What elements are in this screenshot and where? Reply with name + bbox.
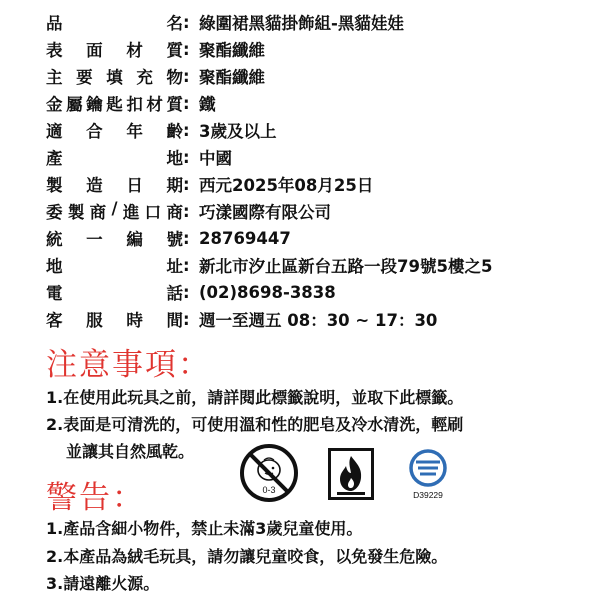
spec-label-char: 材 — [146, 95, 163, 114]
spec-colon: : — [183, 120, 190, 140]
spec-label-char: 質 — [166, 95, 183, 114]
spec-label-char: 產 — [46, 149, 63, 168]
spec-row — [46, 279, 336, 305]
spec-colon: : — [183, 282, 190, 302]
spec-label — [46, 10, 183, 34]
spec-row — [46, 117, 276, 143]
spec-label-char: 間 — [166, 311, 183, 330]
spec-colon: : — [183, 255, 190, 275]
spec-label — [46, 226, 183, 250]
notice-line-3: 並讓其自然風乾。 — [66, 442, 195, 461]
warning-heading: 警告： — [46, 480, 145, 516]
spec-value: 巧漾國際有限公司 — [199, 203, 331, 222]
spec-label-char: 統 — [46, 230, 63, 249]
spec-label — [46, 253, 183, 277]
notice-line-2: 2.表面是可清洗的，可使用溫和性的肥皂及冷水清洗，輕刷 — [46, 415, 464, 434]
warning-line-2: 2.本產品為絨毛玩具，請勿讓兒童咬食，以免發生危險。 — [46, 547, 448, 566]
spec-label-char: 匙 — [106, 95, 123, 114]
spec-label-char: 商 — [166, 203, 183, 222]
spec-label-char: 製 — [46, 176, 63, 195]
spec-label-char: 商 — [89, 203, 107, 222]
spec-value: 3歲及以上 — [199, 122, 277, 141]
spec-label-char: 期 — [166, 176, 183, 195]
spec-row — [46, 90, 216, 116]
spec-label-char: 年 — [126, 122, 143, 141]
spec-label-char: 時 — [126, 311, 143, 330]
spec-label-char: 物 — [166, 68, 183, 87]
spec-label-char: 品 — [46, 14, 63, 33]
spec-label-char: 充 — [136, 68, 153, 87]
spec-label — [46, 280, 183, 304]
spec-value: 綠圍裙黑貓掛飾組-黑貓娃娃 — [199, 14, 404, 33]
spec-label-char: 面 — [86, 41, 103, 60]
spec-row — [46, 36, 265, 62]
spec-label — [46, 145, 183, 169]
spec-colon: : — [183, 174, 190, 194]
notice-heading: 注意事項： — [46, 347, 211, 383]
spec-value: 西元2025年08月25日 — [199, 176, 374, 195]
spec-value: 新北市汐止區新台五路一段79號5樓之5 — [199, 257, 493, 276]
spec-label — [46, 91, 183, 115]
spec-label-char: 地 — [46, 257, 63, 276]
spec-colon: : — [183, 93, 190, 113]
no-under-3-icon — [238, 442, 300, 504]
warning-line-3: 3.請遠離火源。 — [46, 574, 160, 593]
spec-label — [46, 307, 183, 331]
spec-label-char: 名 — [166, 14, 183, 33]
spec-colon: : — [183, 39, 190, 59]
spec-label-char: 要 — [76, 68, 93, 87]
spec-label-char: 屬 — [66, 95, 83, 114]
spec-label-char: 進 — [122, 203, 140, 222]
spec-label — [46, 37, 183, 61]
spec-value: 週一至週五 08：30 ~ 17：30 — [199, 311, 438, 330]
flammable-warning-icon — [328, 448, 374, 500]
spec-row — [46, 171, 373, 197]
certification-code: D39229 — [413, 490, 443, 500]
spec-row — [46, 198, 331, 224]
spec-value: 中國 — [199, 149, 232, 168]
age-range-label: 0-3 — [262, 485, 276, 495]
spec-label-char: 地 — [166, 149, 183, 168]
spec-value: (02)8698-3838 — [199, 282, 336, 302]
spec-value: 28769447 — [199, 228, 291, 248]
warning-line-1: 1.產品含細小物件，禁止未滿3歲兒童使用。 — [46, 519, 363, 538]
spec-value: 聚酯纖維 — [199, 41, 265, 60]
spec-label-char: 電 — [46, 284, 63, 303]
spec-colon: : — [183, 12, 190, 32]
spec-label-char: 客 — [46, 311, 63, 330]
spec-row — [46, 144, 232, 170]
spec-label-char: 扣 — [126, 95, 143, 114]
spec-label-char: 號 — [166, 230, 183, 249]
bsmi-certification-icon — [400, 448, 456, 502]
spec-label-char: 一 — [86, 230, 103, 249]
spec-row — [46, 9, 404, 35]
notice-line-1: 1.在使用此玩具之前，請詳閱此標籤說明，並取下此標籤。 — [46, 388, 464, 407]
spec-label-char: 日 — [126, 176, 143, 195]
spec-row — [46, 225, 291, 251]
spec-label-char: 金 — [46, 95, 63, 114]
spec-colon: : — [183, 147, 190, 167]
spec-label-char: 編 — [126, 230, 143, 249]
spec-colon: : — [183, 228, 190, 248]
spec-label-char: 主 — [46, 68, 63, 87]
spec-colon: : — [183, 66, 190, 86]
spec-label — [46, 172, 183, 196]
spec-label-char: 委 — [46, 203, 63, 222]
spec-label-char: 填 — [106, 68, 123, 87]
spec-label-char: 製 — [67, 203, 85, 222]
spec-value: 聚酯纖維 — [199, 68, 265, 87]
spec-colon: : — [183, 201, 190, 221]
spec-label — [46, 64, 183, 88]
spec-label-char: 質 — [166, 41, 183, 60]
spec-row — [46, 306, 437, 332]
spec-row — [46, 252, 492, 278]
spec-label-char: 話 — [166, 284, 183, 303]
spec-label-char: 址 — [166, 257, 183, 276]
spec-label-char: 造 — [86, 176, 103, 195]
spec-label — [46, 118, 183, 142]
spec-label — [46, 199, 183, 223]
spec-value: 鐵 — [199, 95, 216, 114]
spec-row — [46, 63, 265, 89]
spec-label-char: / — [111, 199, 118, 218]
spec-colon: : — [183, 309, 190, 329]
spec-label-char: 適 — [46, 122, 63, 141]
spec-label-char: 合 — [86, 122, 103, 141]
spec-label-char: 材 — [126, 41, 143, 60]
spec-label-char: 服 — [86, 311, 103, 330]
spec-label-char: 口 — [144, 203, 162, 222]
spec-label-char: 齡 — [166, 122, 183, 141]
spec-label-char: 表 — [46, 41, 63, 60]
spec-label-char: 鑰 — [86, 95, 103, 114]
